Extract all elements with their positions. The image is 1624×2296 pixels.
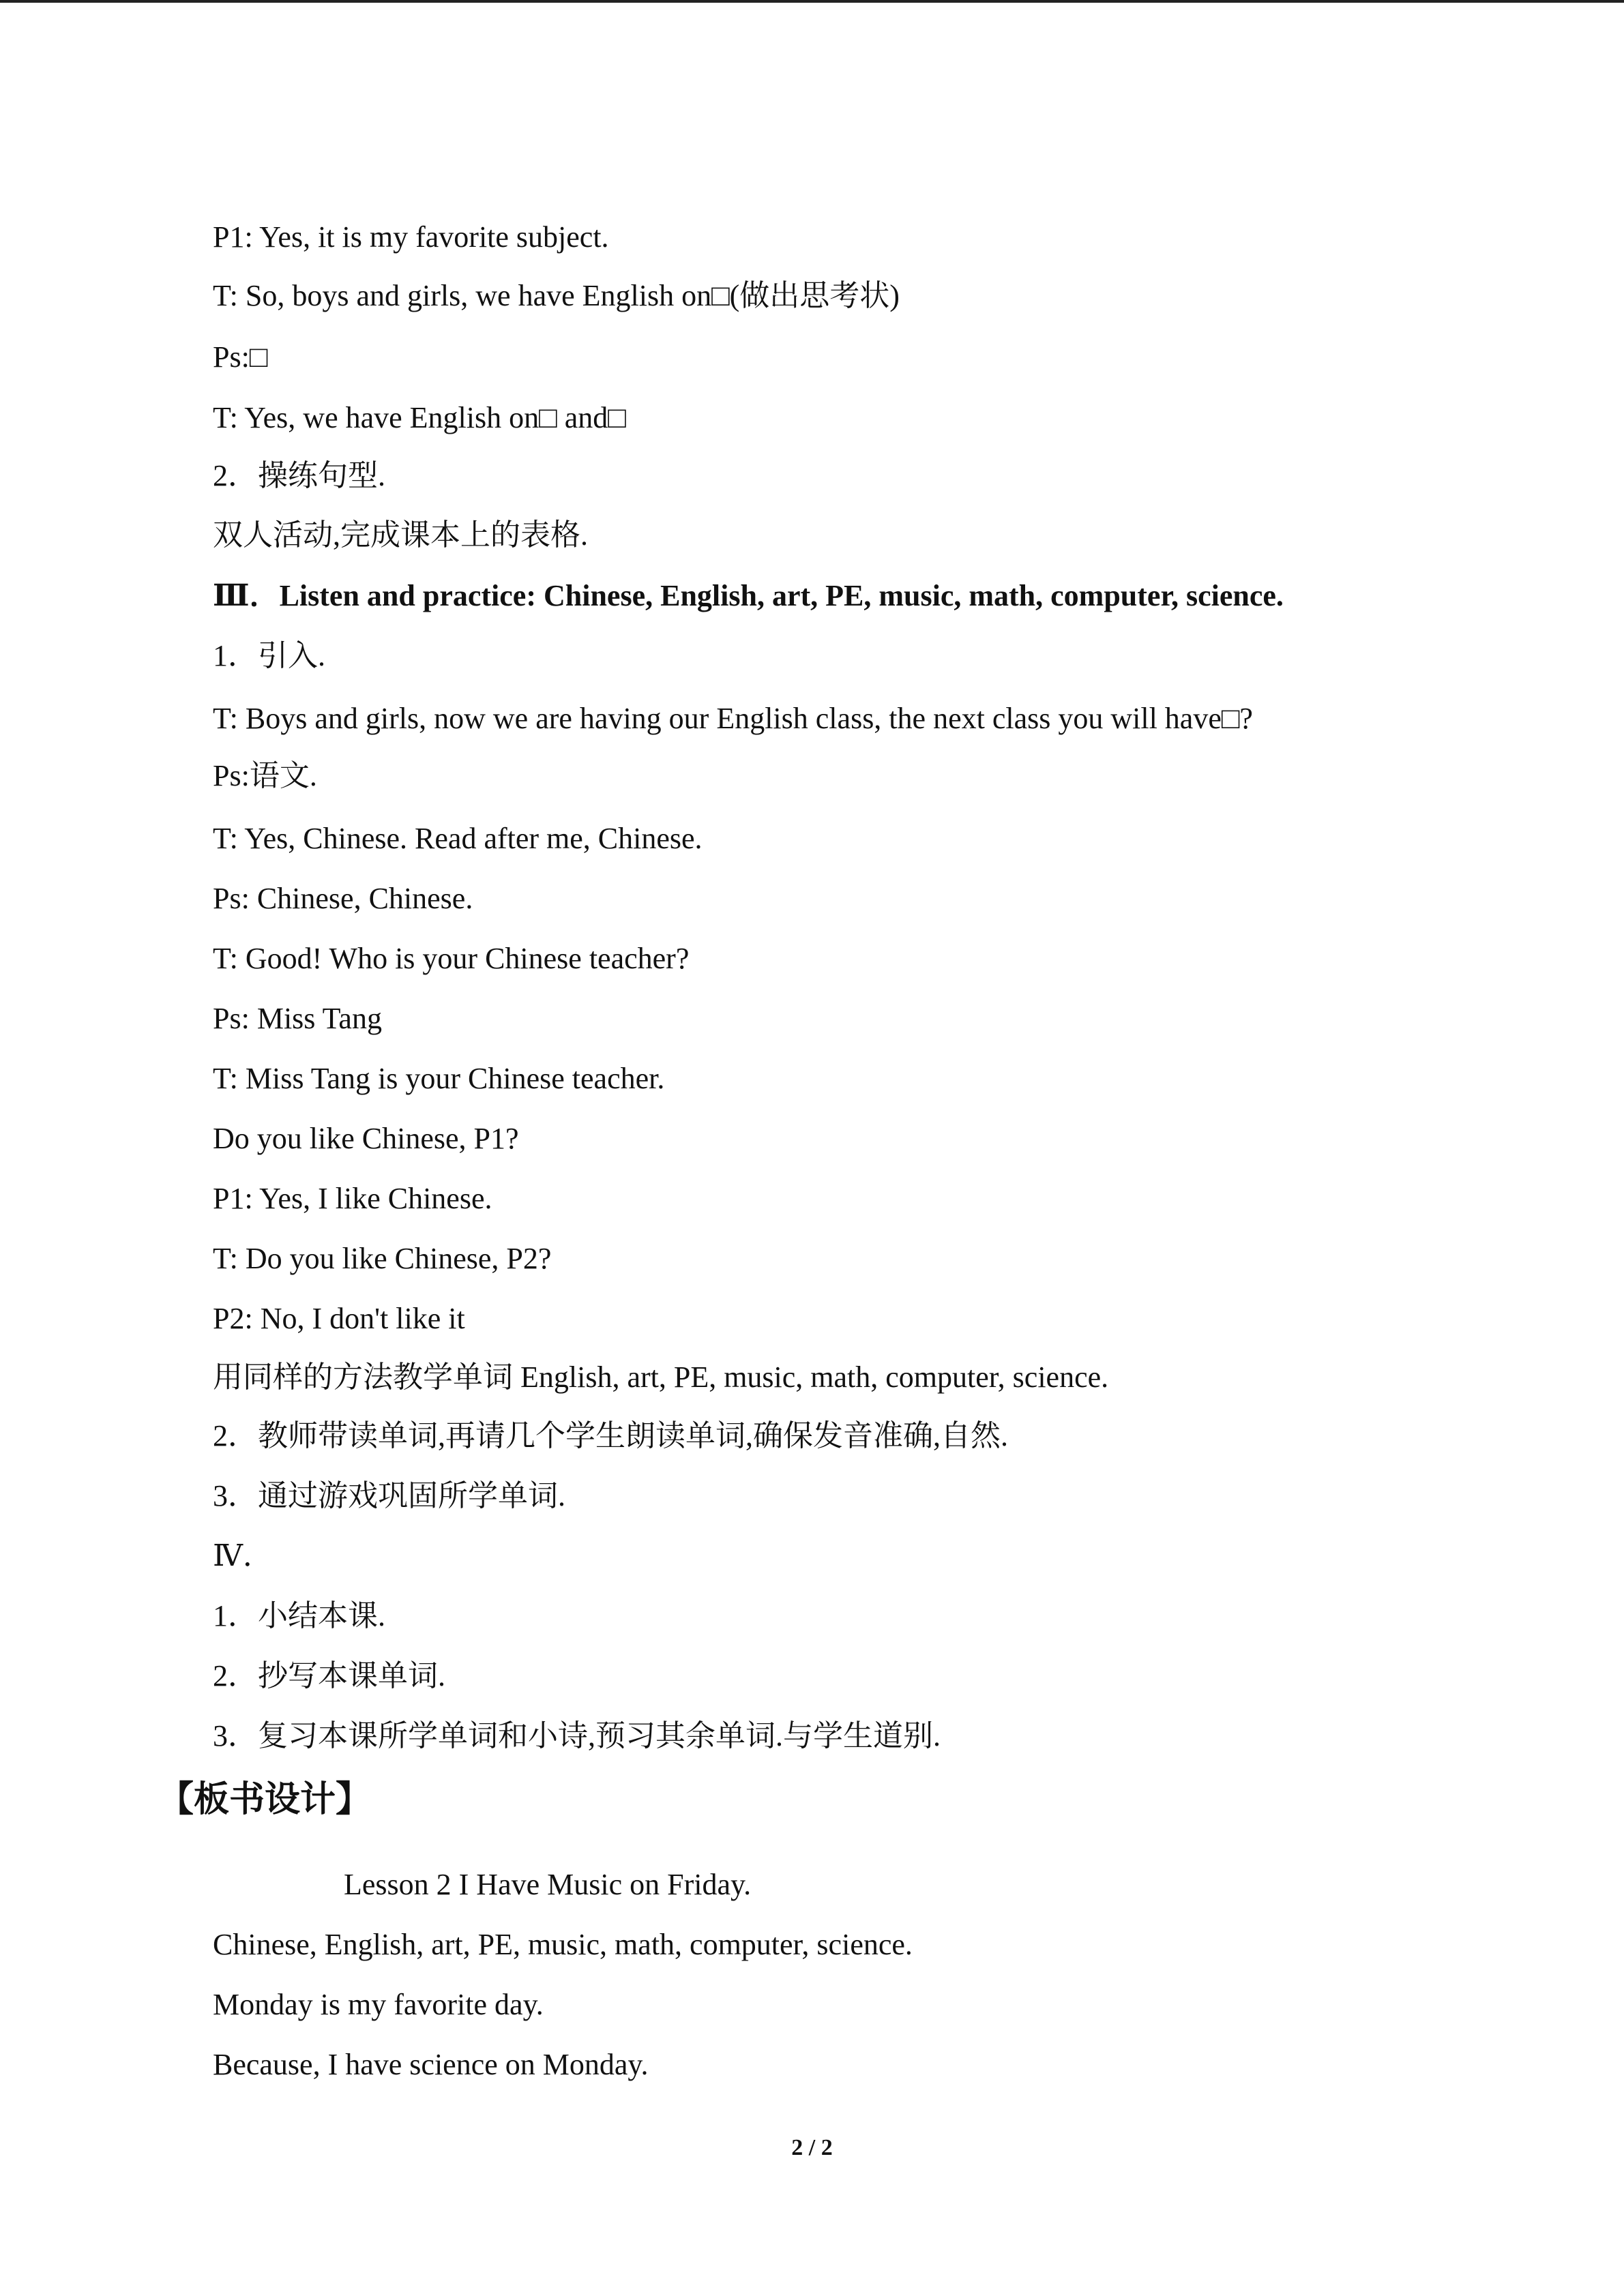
text-line: T: Yes, Chinese. Read after me, Chinese.: [213, 822, 703, 855]
text-line: Ps: Chinese, Chinese.: [213, 882, 473, 915]
text-line: 2．教师带读单词,再请几个学生朗读单词,确保发音准确,自然.: [213, 1419, 1008, 1452]
text-line: T: So, boys and girls, we have English on□(做出思考状): [213, 279, 900, 312]
section-heading-listen-practice: Ⅲ．Listen and practice: Chinese, English, art, PE, music, math, computer, science.: [213, 579, 1284, 612]
text-line: 2．操练句型.: [213, 459, 385, 492]
text-line: 双人活动,完成课本上的表格.: [213, 518, 588, 552]
text-line: P1: Yes, I like Chinese.: [213, 1182, 492, 1215]
board-lesson-title: Lesson 2 I Have Music on Friday.: [344, 1868, 752, 1901]
page-number: 2 / 2: [791, 2135, 833, 2160]
text-line: Ps:语文.: [213, 759, 317, 792]
board-line: Because, I have science on Monday.: [213, 2048, 649, 2081]
text-line: T: Yes, we have English on□ and□: [213, 401, 626, 434]
text-line: T: Boys and girls, now we are having our English class, the next class you will have□?: [213, 702, 1253, 735]
board-design-heading: 【板书设计】: [158, 1780, 372, 1819]
board-line: Chinese, English, art, PE, music, math, computer, science.: [213, 1928, 913, 1961]
text-line: T: Miss Tang is your Chinese teacher.: [213, 1062, 665, 1095]
text-line: Ps:□: [213, 340, 268, 374]
text-line: 1．小结本课.: [213, 1599, 385, 1632]
text-line: 3．通过游戏巩固所学单词.: [213, 1479, 565, 1512]
text-line: Do you like Chinese, P1?: [213, 1122, 519, 1155]
text-line: 3．复习本课所学单词和小诗,预习其余单词.与学生道别.: [213, 1719, 941, 1753]
text-line: 2．抄写本课单词.: [213, 1659, 445, 1693]
board-line: Monday is my favorite day.: [213, 1988, 544, 2021]
text-line: 1．引入.: [213, 639, 325, 672]
text-line: P1: Yes, it is my favorite subject.: [213, 220, 609, 254]
section-heading-iv: Ⅳ．: [213, 1539, 273, 1572]
text-line: P2: No, I don't like it: [213, 1302, 465, 1335]
text-line: T: Good! Who is your Chinese teacher?: [213, 942, 690, 975]
text-line: Ps: Miss Tang: [213, 1002, 382, 1035]
text-line: 用同样的方法教学单词 English, art, PE, music, math, computer, science.: [213, 1360, 1109, 1394]
text-line: T: Do you like Chinese, P2?: [213, 1242, 552, 1275]
